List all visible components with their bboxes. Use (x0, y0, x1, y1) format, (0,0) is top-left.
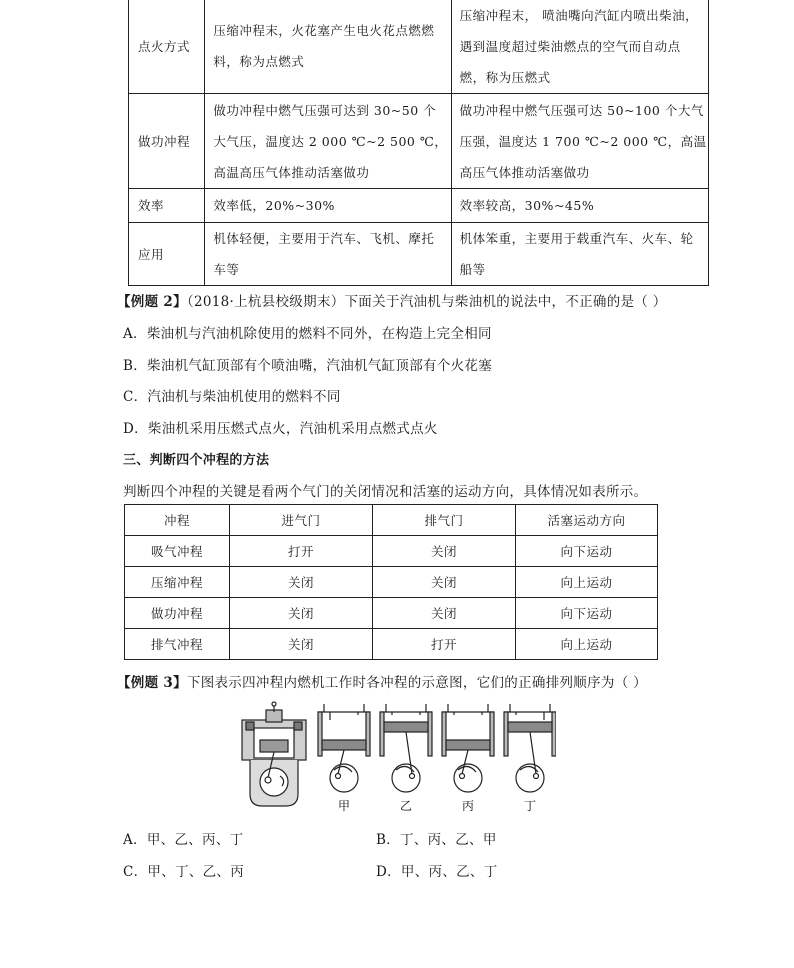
engine-illustration (242, 702, 306, 806)
cell-line: 料，称为点燃式 (213, 54, 305, 69)
gasoline-cell (205, 223, 451, 286)
example3-stem-text: 下图表示四冲程内燃机工作时各冲程的示意图，它们的正确排列顺序为（ ） (186, 675, 647, 691)
diesel-cell (451, 223, 708, 286)
gasoline-cell (205, 94, 451, 189)
table-cell: 关闭 (373, 536, 516, 567)
example3-option-c: C．甲、丁、乙、丙 (123, 864, 245, 880)
table-cell: 做功冲程 (125, 598, 230, 629)
cell-line: 高温高压气体推动活塞做功 (213, 164, 370, 180)
table-cell: 关闭 (230, 598, 373, 629)
cell-line: 效率低，20%~30% (213, 198, 335, 213)
example2-option-d: D．柴油机采用压燃式点火，汽油机采用点燃式点火 (123, 421, 438, 437)
example3-option-b: B．丁、丙、乙、甲 (376, 832, 497, 848)
table-cell: 吸气冲程 (125, 536, 230, 567)
cell-line: 做功冲程中燃气压强可达 50~100 个大气 (459, 102, 704, 118)
cell-line: 车等 (213, 262, 240, 277)
engine-strokes-figure (236, 700, 556, 818)
section3-heading: 三、判断四个冲程的方法 (123, 453, 270, 468)
table-row (129, 189, 709, 223)
figure-label-jia: 甲 (337, 799, 351, 813)
table-cell: 打开 (373, 629, 516, 660)
table-row (129, 94, 709, 189)
table-cell: 向下运动 (516, 536, 658, 567)
table-cell: 向上运动 (516, 629, 658, 660)
cell-line: 遇到温度超过柴油燃点的空气而自动点 (459, 38, 681, 54)
gasoline-cell (205, 0, 451, 94)
cell-line: 机体笨重，主要用于载重汽车、火车、轮 (459, 231, 694, 246)
table-row (125, 536, 658, 567)
cell-line: 船等 (459, 262, 486, 277)
table-cell: 向上运动 (516, 567, 658, 598)
header-cell: 排气门 (373, 505, 516, 536)
stroke-diagram (380, 704, 432, 792)
figure-label-ding: 丁 (523, 799, 537, 813)
cell-line: 燃，称为压燃式 (459, 69, 551, 85)
example2-stem-text: （2018·上杭县校级期末）下面关于汽油机与柴油机的说法中，不正确的是（ ） (186, 294, 667, 310)
table-cell: 关闭 (373, 567, 516, 598)
section3-intro: 判断四个冲程的关键是看两个气门的关闭情况和活塞的运动方向，具体情况如表所示。 (123, 484, 648, 500)
example2-stem (117, 290, 667, 310)
row-label: 做功冲程 (129, 94, 205, 189)
figure-label-bing: 丙 (461, 799, 475, 813)
table-row (125, 567, 658, 598)
diesel-cell (451, 189, 708, 223)
row-label: 应用 (129, 223, 205, 286)
table-cell: 关闭 (230, 629, 373, 660)
example3-tag: 【例题 3】 (117, 675, 187, 691)
row-label: 效率 (129, 189, 205, 223)
stroke-diagram (442, 704, 494, 792)
cell-line: 压强，温度达 1 700 ℃~2 000 ℃，高温 (459, 133, 707, 149)
comparison-table (128, 0, 709, 286)
table-row (125, 598, 658, 629)
table-row (129, 223, 709, 286)
example2-tag: 【例题 2】 (117, 294, 187, 310)
example3-option-d: D．甲、丙、乙、丁 (376, 864, 498, 880)
table-cell: 关闭 (230, 567, 373, 598)
cell-line: 大气压，温度达 2 000 ℃~2 500 ℃， (213, 133, 448, 149)
example3-option-a: A．甲、乙、丙、丁 (123, 832, 244, 848)
table-cell: 压缩冲程 (125, 567, 230, 598)
table-cell: 打开 (230, 536, 373, 567)
figure-label-yi: 乙 (399, 799, 413, 813)
example2-option-c: C．汽油机与柴油机使用的燃料不同 (123, 389, 341, 405)
cell-line: 压缩冲程末， 喷油嘴向汽缸内喷出柴油， (459, 7, 699, 23)
cell-line: 做功冲程中燃气压强可达到 30~50 个 (213, 102, 437, 118)
table-cell: 排气冲程 (125, 629, 230, 660)
cell-line: 效率较高，30%~45% (459, 198, 595, 213)
example2-option-b: B．柴油机气缸顶部有个喷油嘴，汽油机气缸顶部有个火花塞 (123, 358, 493, 374)
stroke-table (124, 504, 658, 660)
diesel-cell (451, 94, 708, 189)
table-cell: 关闭 (373, 598, 516, 629)
header-cell: 冲程 (125, 505, 230, 536)
diesel-cell (451, 0, 708, 94)
table-row (129, 0, 709, 94)
header-cell: 活塞运动方向 (516, 505, 658, 536)
cell-line: 压缩冲程末，火花塞产生电火花点燃燃 (213, 23, 435, 38)
example2-option-a: A．柴油机与汽油机除使用的燃料不同外，在构造上完全相同 (123, 326, 492, 342)
row-label: 点火方式 (129, 0, 205, 94)
cell-line: 机体轻便，主要用于汽车、飞机、摩托 (213, 231, 435, 246)
table-cell: 向下运动 (516, 598, 658, 629)
cell-line: 高压气体推动活塞做功 (459, 164, 590, 180)
stroke-diagram (318, 704, 370, 792)
header-cell: 进气门 (230, 505, 373, 536)
stroke-table-header (125, 505, 658, 536)
table-row (125, 629, 658, 660)
example3-stem (117, 671, 647, 691)
gasoline-cell (205, 189, 451, 223)
stroke-diagram (504, 704, 556, 792)
